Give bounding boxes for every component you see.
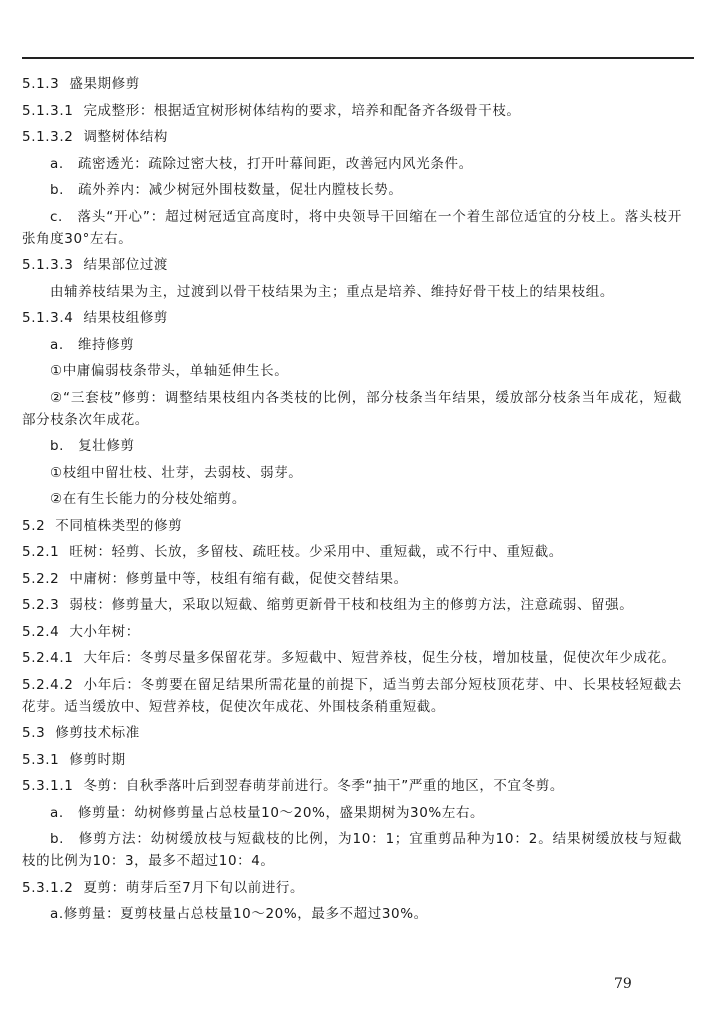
heading-5-2: 5.2 不同植株类型的修剪: [22, 517, 183, 534]
item-open-center: c. 落头“开心”：超过树冠适宜高度时，将中央领导干回缩在一个着生部位适宜的分枝上。落头枝开张角度30°左右。: [22, 208, 682, 247]
heading-5-1-3-4: 5.1.3.4 结果枝组修剪: [22, 310, 169, 326]
clause-5-1-3-1: 5.1.3.1 完成整形：根据适宜树形树体结构的要求，培养和配备齐各级骨干枝。: [22, 102, 521, 119]
subitem-1b: ①枝组中留壮枝、壮芽，去弱枝、弱芽。: [50, 464, 303, 481]
subitem-1: ①中庸偏弱枝条带头，单轴延伸生长。: [50, 363, 289, 379]
paragraph-fruiting-transition: 由辅养枝结果为主，过渡到以骨干枝结果为主；重点是培养、维持好骨干枝上的结果枝组。: [50, 283, 614, 300]
heading-5-3-1: 5.3.1 修剪时期: [22, 751, 126, 768]
clause-5-2-1: 5.2.1 旺树：轻剪、长放，多留枝、疏旺枝。少采用中、重短截，或不行中、重短截。: [22, 544, 563, 560]
item-rejuvenation-pruning: b. 复壮修剪: [50, 438, 135, 454]
heading-5-1-3-2: 5.1.3.2 调整树体结构: [22, 129, 169, 145]
item-thin-outer-keep-inner: b. 疏外养内：减少树冠外围枝数量，促壮内膛枝长势。: [50, 182, 403, 198]
page-number: 79: [614, 976, 632, 992]
item-maintenance-pruning: a. 维持修剪: [50, 336, 135, 353]
clause-5-2-4-2: 5.2.4.2 小年后：冬剪要在留足结果所需花量的前提下，适当剪去部分短枝顶花芽、中、长果枝轻短截去花芽。适当缓放中、短营养枝，促使次年成花、外围枝条稍重短截。: [22, 676, 682, 715]
heading-5-2-4: 5.2.4 大小年树：: [22, 623, 140, 640]
clause-5-2-4-1: 5.2.4.1 大年后：冬剪尽量多保留花芽。多短截中、短营养枝，促生分枝，增加枝量，促使次年少成花。: [22, 650, 676, 666]
item-summer-pruning-amount: a.修剪量：夏剪枝量占总枝量10～20%，最多不超过30%。: [50, 906, 428, 922]
page-body: [22, 73, 682, 925]
clause-5-3-1-2: 5.3.1.2 夏剪：萌芽后至7月下旬以前进行。: [22, 879, 305, 896]
heading-5-3: 5.3 修剪技术标准: [22, 725, 140, 741]
item-winter-pruning-method: b. 修剪方法：幼树缓放枝与短截枝的比例，为10：1；宜重剪品种为10：2。结果树缓放枝与短截枝的比例为10：3，最多不超过10：4。: [22, 831, 682, 869]
subitem-2b: ②在有生长能力的分枝处缩剪。: [50, 491, 247, 507]
subitem-2: ②“三套枝”修剪：调整结果枝组内各类枝的比例，部分枝条当年结果，缓放部分枝条当年成花，短截部分枝条次年成花。: [22, 389, 682, 428]
heading-5-1-3: 5.1.3 盛果期修剪: [22, 76, 140, 92]
clause-5-3-1-1: 5.3.1.1 冬剪：自秋季落叶后到翌春萌芽前进行。冬季“抽干”严重的地区，不宜冬剪。: [22, 778, 564, 794]
heading-5-1-3-3: 5.1.3.3 结果部位过渡: [22, 257, 169, 273]
clause-5-2-2: 5.2.2 中庸树：修剪量中等，枝组有缩有截，促使交替结果。: [22, 570, 408, 587]
clause-5-2-3: 5.2.3 弱枝：修剪量大，采取以短截、缩剪更新骨干枝和枝组为主的修剪方法，注意疏弱、留强。: [22, 597, 634, 613]
item-winter-pruning-amount: a. 修剪量：幼树修剪量占总枝量10～20%，盛果期树为30%左右。: [50, 804, 485, 821]
header-rule: [22, 57, 694, 59]
item-thinning-light: a. 疏密透光：疏除过密大枝，打开叶幕间距，改善冠内风光条件。: [50, 155, 473, 172]
